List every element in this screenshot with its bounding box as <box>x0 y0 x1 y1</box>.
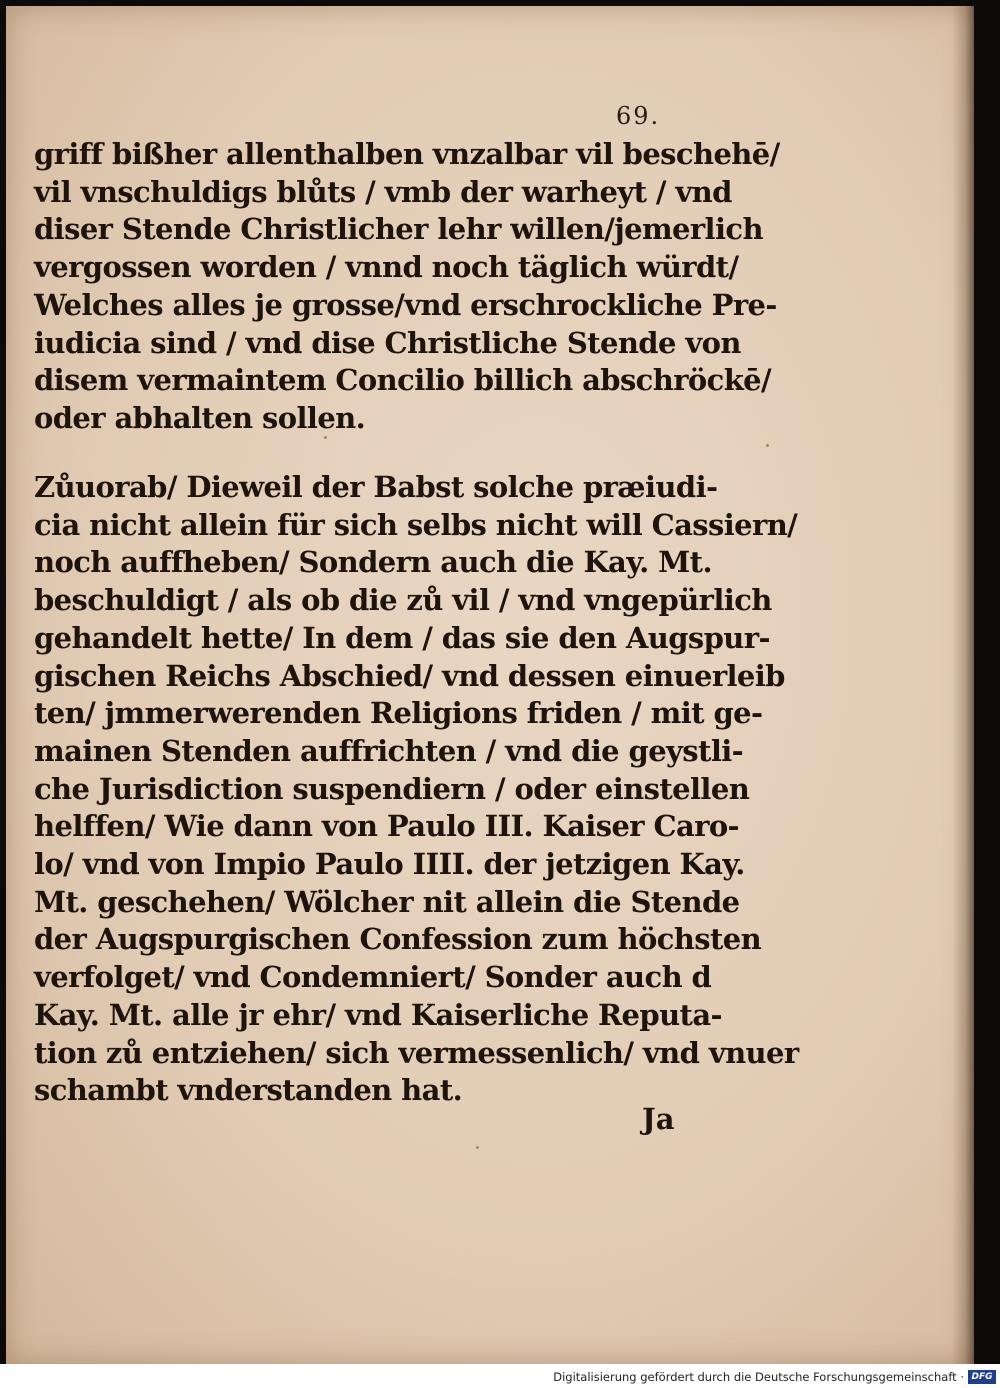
text-line: der Augspurgischen Confession zum höchsten <box>34 922 762 957</box>
text-line: cia nicht allein für sich selbs nicht will Cassiern/ <box>34 507 798 542</box>
text-line: ten/ jmmerwerenden Religions friden / mit ge- <box>34 696 763 731</box>
paper-speck <box>476 1146 479 1149</box>
text-line: noch auffheben/ Sondern auch die Kay. Mt. <box>34 545 712 580</box>
book-page <box>6 6 974 1364</box>
text-line: gehandelt hette/ In dem / das sie den Augspur- <box>34 620 770 655</box>
text-line: mainen Stenden auffrichten / vnd die geystli- <box>34 733 744 768</box>
text-line: che Jurisdiction suspendiern / oder einstellen <box>34 771 750 806</box>
text-line: Welches alles je grosse/vnd erschrockliche Pre- <box>34 287 777 322</box>
text-line: tion zů entziehen/ sich vermessenlich/ vnd vnuer <box>34 1035 799 1070</box>
paper-speck <box>324 436 327 439</box>
text-line: diser Stende Christlicher lehr willen/jemerlich <box>34 212 763 247</box>
paragraph-1 <box>34 136 780 438</box>
text-line: vil vnschuldigs blůts / vmb der warheyt / vnd <box>34 174 732 209</box>
paragraph-2 <box>34 469 799 1110</box>
paper-speck <box>766 444 769 447</box>
page-number: 69. <box>616 102 661 130</box>
text-line: helffen/ Wie dann von Paulo III. Kaiser Caro- <box>34 809 739 844</box>
text-line: beschuldigt / als ob die zů vil / vnd vngepürlich <box>34 583 772 618</box>
text-line: lo/ vnd von Impio Paulo IIII. der jetzigen Kay. <box>34 847 745 882</box>
page-edge-shadow <box>952 6 974 1364</box>
text-line: disem vermaintem Concilio billich abschröckē/ <box>34 363 772 398</box>
text-line: griff bißher allenthalben vnzalbar vil beschehē/ <box>34 137 780 171</box>
text-line: Kay. Mt. alle jr ehr/ vnd Kaiserliche Reputa- <box>34 997 722 1032</box>
dfg-logo-icon: DFG <box>968 1370 996 1384</box>
funding-credit: Digitalisierung gefördert durch die Deutsche Forschungsgemeinschaft · <box>553 1370 964 1384</box>
text-line: gischen Reichs Abschied/ vnd dessen einuerleib <box>34 658 785 693</box>
text-line: verfolget/ vnd Condemniert/ Sonder auch d <box>34 960 712 995</box>
text-line: oder abhalten sollen. <box>34 400 366 435</box>
text-line: Zůuorab/ Dieweil der Babst solche præiudi- <box>34 470 718 504</box>
footer-bar <box>0 1364 1000 1388</box>
catchword: Ja <box>642 1102 675 1136</box>
text-line: iudicia sind / vnd dise Christliche Stende von <box>34 325 741 360</box>
text-line: vergossen worden / vnnd noch täglich würdt/ <box>34 250 739 285</box>
text-line: schambt vnderstanden hat. <box>34 1073 463 1108</box>
text-line: Mt. geschehen/ Wölcher nit allein die Stende <box>34 884 740 919</box>
